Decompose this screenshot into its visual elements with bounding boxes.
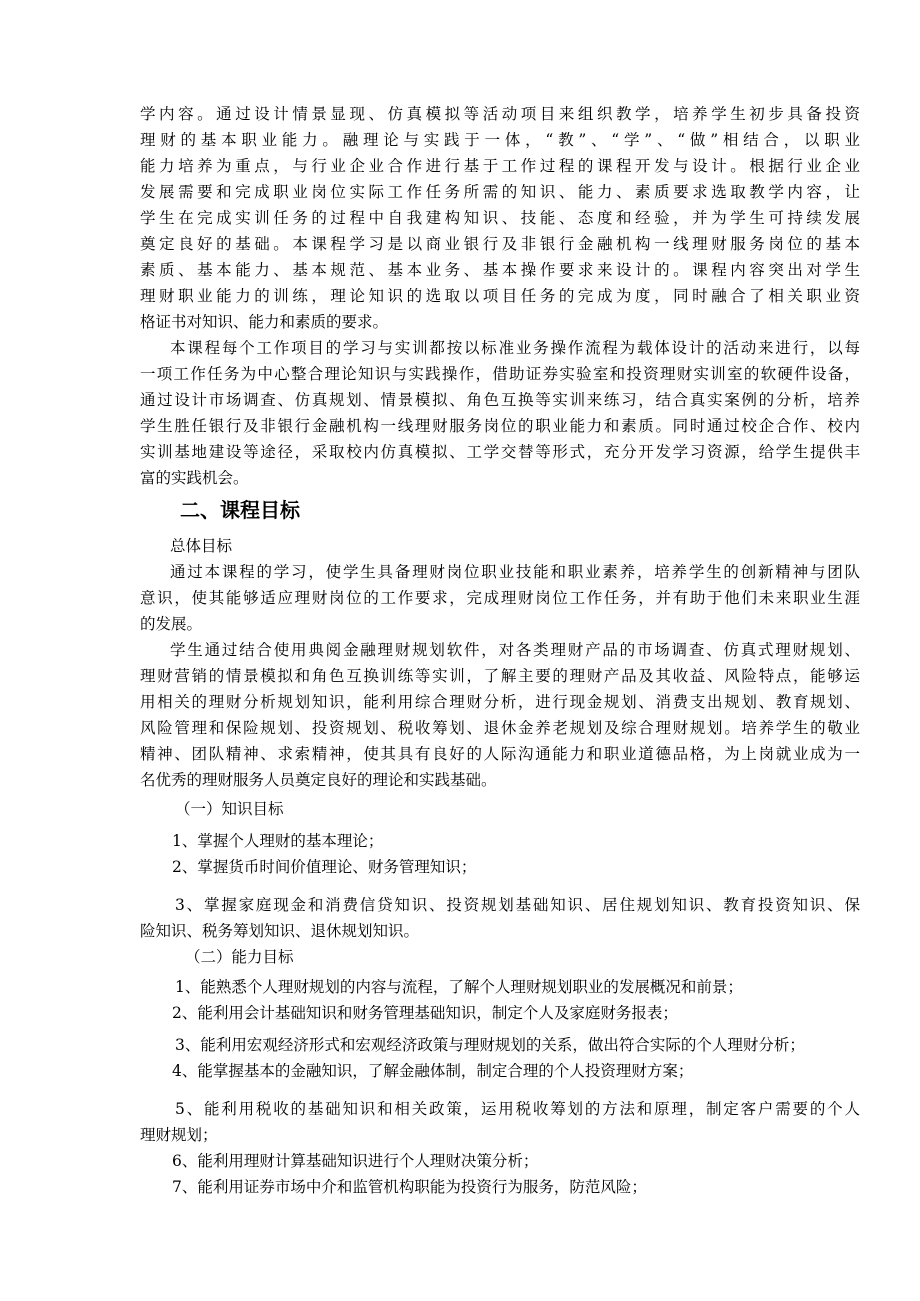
knowledge-item: 1、掌握个人理财的基本理论；: [172, 832, 384, 850]
ability-item: 1、能熟悉个人理财规划的内容与流程，了解个人理财规划职业的发展概况和前景；: [175, 978, 743, 996]
intro-line: 理财职业能力的训练，理论知识的选取以项目任务的完成为度，同时融合了相关职业资: [140, 287, 860, 305]
software-line: 精神、团队精神、求索精神，使其具有良好的人际沟通能力和职业道德品格，为上岗就业成为一: [140, 745, 860, 763]
intro-line: 能力培养为重点，与行业企业合作进行基于工作过程的课程开发与设计。根据行业企业: [140, 157, 860, 175]
software-line: 学生通过结合使用典阅金融理财规划软件，对各类理财产品的市场调查、仿真式理财规划、: [170, 641, 860, 659]
ability-item-continuation: 理财规划；: [140, 1126, 218, 1144]
knowledge-item: 2、掌握货币时间价值理论、财务管理知识；: [172, 858, 477, 876]
activity-line: 实训基地建设等途径，采取校内仿真模拟、工学交替等形式，充分开发学习资源，给学生提供丰: [140, 443, 860, 461]
ability-item: 2、能利用会计基础知识和财务管理基础知识，制定个人及家庭财务报表；: [172, 1004, 678, 1022]
activity-line: 本课程每个工作项目的学习与实训都按以标准业务操作流程为载体设计的活动来进行，以每: [170, 339, 860, 357]
software-line: 风险管理和保险规划、投资规划、税收筹划、退休金养老规划及综合理财规划。培养学生的敬业: [140, 719, 860, 737]
activity-line: 通过设计市场调查、仿真规划、情景模拟、角色互换等实训来练习，结合真实案例的分析，培养: [140, 391, 860, 409]
overall-line: 意识，使其能够适应理财岗位的工作要求，完成理财岗位工作任务，并有助于他们未来职业生涯: [140, 589, 860, 607]
ability-item: 3、能利用宏观经济形式和宏观经济政策与理财规划的关系，做出符合实际的个人理财分析；: [175, 1036, 805, 1054]
activity-line: 富的实践机会。: [140, 469, 249, 487]
software-line: 用相关的理财分析规划知识，能利用综合理财分析，进行现金规划、消费支出规划、教育规划、: [140, 693, 860, 711]
activity-line: 一项工作任务为中心整合理论知识与实践操作，借助证券实验室和投资理财实训室的软硬件设备，: [140, 365, 860, 383]
intro-line: 理财的基本职业能力。融理论与实践于一体，“教”、“学”、“做”相结合，以职业: [140, 131, 861, 149]
software-line: 名优秀的理财服务人员奠定良好的理论和实践基础。: [140, 771, 497, 789]
section-heading: 二、课程目标: [180, 498, 300, 522]
ability-item: 5、能利用税收的基础知识和相关政策，运用税收筹划的方法和原理，制定客户需要的个人: [175, 1100, 860, 1118]
activity-line: 学生胜任银行及非银行金融机构一线理财服务岗位的职业能力和素质。同时通过校企合作、校内: [140, 417, 860, 435]
intro-line: 发展需要和完成职业岗位实际工作任务所需的知识、能力、素质要求选取教学内容，让: [140, 183, 860, 201]
overall-line: 通过本课程的学习，使学生具备理财岗位职业技能和职业素养，培养学生的创新精神与团队: [170, 563, 860, 581]
intro-line: 学内容。通过设计情景显现、仿真模拟等活动项目来组织教学，培养学生初步具备投资: [140, 105, 860, 123]
knowledge-item-continuation: 险知识、税务筹划知识、退休规划知识。: [140, 922, 420, 940]
ability-item: 7、能利用证券市场中介和监管机构职能为投资行为服务，防范风险；: [172, 1178, 647, 1196]
intro-line: 奠定良好的基础。本课程学习是以商业银行及非银行金融机构一线理财服务岗位的基本: [140, 235, 860, 253]
overall-line: 的发展。: [140, 615, 203, 633]
ability-heading: （二）能力目标: [185, 948, 294, 966]
intro-line: 素质、基本能力、基本规范、基本业务、基本操作要求来设计的。课程内容突出对学生: [140, 261, 860, 279]
ability-item: 4、能掌握基本的金融知识，了解金融体制，制定合理的个人投资理财方案；: [172, 1062, 694, 1080]
overall-goal-label: 总体目标: [170, 537, 233, 555]
intro-line: 学生在完成实训任务的过程中自我建构知识、技能、态度和经验，并为学生可持续发展: [140, 209, 860, 227]
knowledge-item: 3、掌握家庭现金和消费信贷知识、投资规划基础知识、居住规划知识、教育投资知识、保: [175, 896, 860, 914]
ability-item: 6、能利用理财计算基础知识进行个人理财决策分析；: [172, 1152, 539, 1170]
software-line: 理财营销的情景模拟和角色互换训练等实训，了解主要的理财产品及其收益、风险特点，能够运: [140, 667, 860, 685]
intro-line: 格证书对知识、能力和素质的要求。: [140, 313, 389, 331]
knowledge-heading: （一）知识目标: [175, 800, 284, 818]
